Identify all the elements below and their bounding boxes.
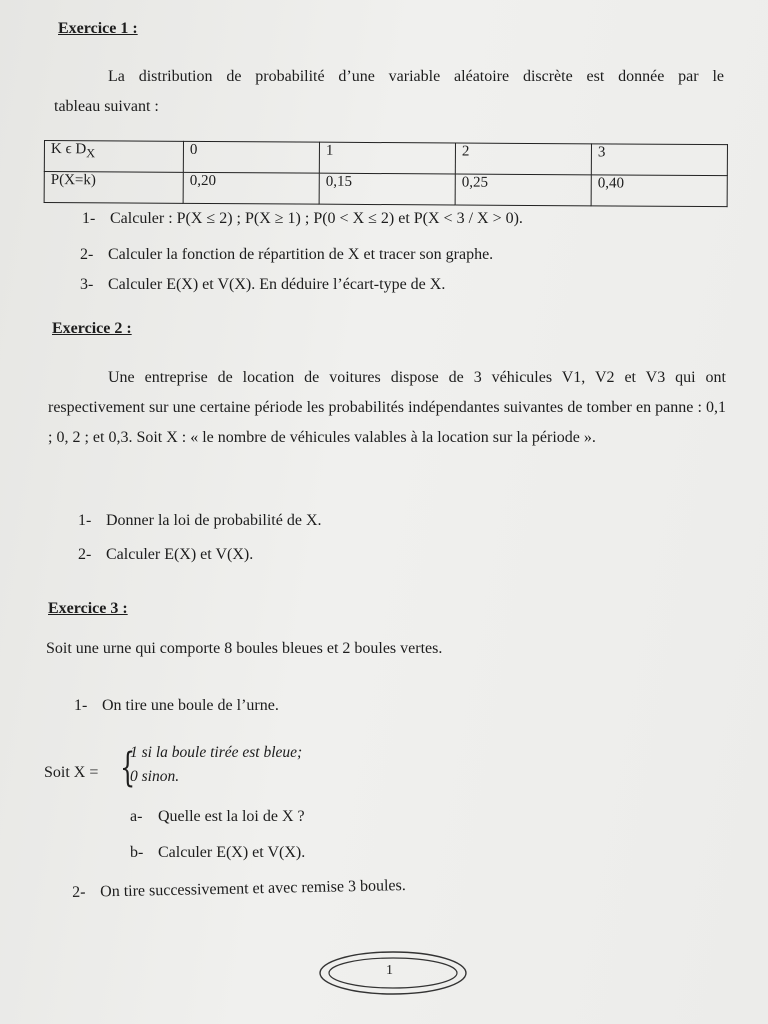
exercise1-intro-line1: La distribution de probabilité d’une variable aléatoire discrète est donnée par le — [108, 68, 724, 85]
exercise1-question-2: 2- Calculer la fonction de répartition de X et tracer son graphe. — [80, 246, 494, 263]
probability-table — [44, 140, 728, 207]
table-cell-p: 0,20 — [183, 172, 319, 204]
exercise3-subquestion-a: a- Quelle est la loi de X ? — [130, 808, 305, 825]
exercise2-title: Exercice 2 : — [52, 320, 132, 337]
exercise2-question-2: 2- Calculer E(X) et V(X). — [78, 546, 254, 563]
definition-case-2: 0 sinon. — [130, 768, 180, 785]
table-cell-k: 2 — [455, 143, 591, 175]
exercise1-intro-line2: tableau suivant : — [54, 98, 159, 115]
exercise3-subquestion-b: b- Calculer E(X) et V(X). — [130, 844, 306, 861]
table-cell-k: 0 — [183, 141, 319, 173]
exercise1-title: Exercice 1 : — [58, 20, 138, 37]
exercise3-question-1: 1- On tire une boule de l’urne. — [74, 697, 279, 714]
bleed-through-text — [430, 12, 433, 28]
table-cell-p: 0,25 — [455, 174, 591, 206]
table-cell-k: 1 — [319, 142, 455, 174]
page-number-ornament — [318, 950, 468, 996]
exercise1-question-3: 3- Calculer E(X) et V(X). En déduire l’écart-type de X. — [80, 276, 446, 293]
table-header-p: P(X=k) — [44, 172, 183, 204]
table-cell-p: 0,15 — [319, 173, 455, 205]
table-header-k: K ϵ $D_X$ — [44, 141, 183, 173]
table-cell-k: 3 — [591, 144, 727, 176]
exercise2-question-1: 1- Donner la loi de probabilité de X. — [78, 512, 322, 529]
definition-case-1: 1 si la boule tirée est bleue; — [130, 744, 303, 761]
table-row — [44, 141, 727, 176]
random-variable-definition: Soit X = — [44, 764, 99, 781]
exercise3-title: Exercice 3 : — [48, 600, 128, 617]
exercise2-paragraph: Une entreprise de location de voitures dispose de 3 véhicules V1, V2 et V3 qui ont respectivement sur une certaine période les probabilités indépendantes suivantes de tomber en panne : 0,1 ; 0, 2 ; et 0,3. Soit X : « le nombre de véhicules valables à la location sur la période ». — [48, 369, 726, 446]
page-number: 1 — [386, 963, 393, 978]
exercise3-intro: Soit une urne qui comporte 8 boules bleues et 2 boules vertes. — [46, 640, 443, 657]
table-row — [44, 172, 727, 207]
exercise3-question-2: 2- On tire successivement et avec remise 3 boules. — [72, 877, 406, 901]
curly-brace: { — [120, 745, 136, 791]
exercise1-question-1: 1- Calculer : P(X ≤ 2) ; P(X ≥ 1) ; P(0 < X ≤ 2) et P(X < 3 / X > 0). — [82, 210, 523, 227]
table-cell-p: 0,40 — [591, 175, 727, 207]
